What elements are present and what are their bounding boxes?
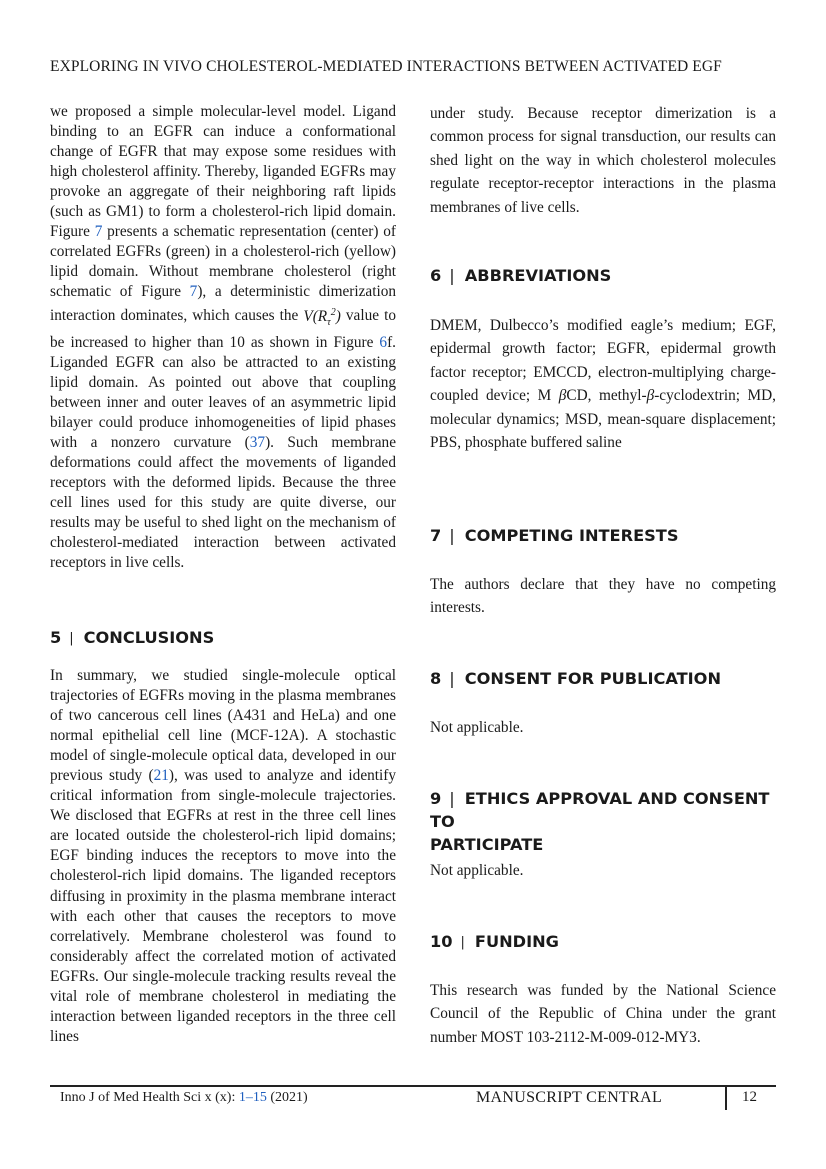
heading-separator: | bbox=[460, 935, 465, 950]
footer-citation bbox=[60, 1090, 308, 1106]
heading-separator: | bbox=[449, 789, 455, 808]
section-funding bbox=[430, 930, 776, 955]
section-number: 6 bbox=[430, 266, 442, 285]
text-run: value to be increased to higher than 10 as shown in Figure bbox=[50, 307, 396, 351]
section-number: 7 bbox=[430, 526, 442, 545]
footer-pages-link[interactable]: 1–15 bbox=[238, 1090, 267, 1105]
footer-rule bbox=[50, 1085, 776, 1087]
heading-separator: | bbox=[69, 631, 74, 646]
section-heading bbox=[430, 667, 776, 690]
text-run: DMEM, Dulbecco’s modified eagle’s medium; EGF, epidermal growth factor; EGFR, epidermal growth factor receptor; EMCCD, electron-multiplying charge-coupled device; M bbox=[430, 317, 776, 405]
section-competing-interests bbox=[430, 524, 776, 547]
paragraph-consent: Not applicable. bbox=[430, 719, 524, 736]
section-number: 8 bbox=[430, 669, 442, 688]
section-conclusions-body bbox=[50, 666, 396, 1047]
math-sub: τ bbox=[327, 316, 331, 328]
section-heading bbox=[50, 626, 396, 651]
paragraph-ethics: Not applicable. bbox=[430, 862, 524, 879]
section-title: ABBREVIATIONS bbox=[464, 266, 612, 285]
section-title: CONCLUSIONS bbox=[83, 628, 215, 647]
section-heading bbox=[430, 930, 776, 955]
running-head: EXPLORING IN VIVO CHOLESTEROL-MEDIATED INTERACTIONS BETWEEN ACTIVATED EGF bbox=[50, 58, 722, 75]
text-run: presents a schematic representation (center) of correlated EGFRs (green) in a cholesterol-rich (yellow) lipid domain. Without membrane cholesterol (right schematic of Figure bbox=[50, 223, 397, 301]
footer-center-label: MANUSCRIPT CENTRAL bbox=[476, 1089, 663, 1106]
section-abbreviations bbox=[430, 264, 776, 287]
section-title: PARTICIPATE bbox=[430, 835, 544, 854]
section-funding-body bbox=[430, 979, 776, 1049]
citation-link[interactable]: 21 bbox=[153, 767, 169, 785]
paragraph-funding: This research was funded by the National Science Council of the Republic of China under the grant number MOST 103-2112-M-009-012-MY3. bbox=[430, 982, 776, 1046]
section-consent-body bbox=[430, 716, 776, 739]
text-run: ), was used to analyze and identify critical information from single-molecule trajectories. We disclosed that EGFRs at rest in the three cell lines are located outside the cholesterol-rich lipid domains; EGF binding induces the receptors to move into the cholesterol-rich lipid domains. The liganded receptors diffusing in proximity in the plasma membrane interact with each other that causes the receptors to move correlatively. Membrane cholesterol was found to considerably affect the correlated motion of activated EGFRs. Our single-molecule tracking results reveal the vital role of membrane cholesterol in mediating the interaction between liganded receptors in the three cell lines bbox=[50, 767, 396, 1045]
page-number: 12 bbox=[742, 1089, 757, 1105]
section-heading bbox=[430, 264, 776, 287]
text-run: CD, methyl- bbox=[566, 387, 647, 405]
heading-separator: | bbox=[449, 526, 455, 545]
paragraph-model bbox=[50, 102, 396, 573]
section-title: FUNDING bbox=[474, 932, 559, 951]
footer-divider bbox=[725, 1086, 727, 1110]
math-part: ) bbox=[335, 307, 341, 325]
section-title: ETHICS APPROVAL AND CONSENT TO bbox=[430, 789, 770, 831]
section-abbreviations-body bbox=[430, 314, 776, 454]
section-competing-body bbox=[430, 573, 776, 620]
math-expression bbox=[303, 306, 341, 328]
paragraph-conclusions bbox=[50, 666, 396, 1047]
section-heading bbox=[430, 524, 776, 547]
math-part: V(R bbox=[303, 307, 328, 325]
figure-ref-link[interactable]: 7 bbox=[189, 283, 198, 301]
left-column bbox=[50, 102, 397, 1045]
math-symbol: β bbox=[558, 387, 567, 405]
section-title: COMPETING INTERESTS bbox=[464, 526, 679, 545]
section-ethics-body bbox=[430, 859, 776, 882]
text-run: f. Liganded EGFR can also be attracted to an existing lipid domain. As pointed out above that coupling between inner and outer leaves of an asymmetric lipid bilayer could produce inhomogeneities of lipid phases with a nonzero curvature ( bbox=[50, 333, 396, 451]
math-sup: 2 bbox=[330, 306, 336, 318]
text-run: -cyclodextrin; MD, molecular dynamics; MSD, mean-square displacement; PBS, phosphate buffered saline bbox=[430, 387, 776, 452]
section-conclusions bbox=[50, 626, 396, 651]
footer-year: (2021) bbox=[266, 1090, 308, 1105]
text-run: ), a deterministic dimerization interaction dominates, which causes the bbox=[50, 283, 396, 325]
paragraph-abbreviations bbox=[430, 314, 776, 454]
section-ethics bbox=[430, 787, 776, 856]
paragraph-continued: under study. Because receptor dimerization is a common process for signal transduction, our results can shed light on the way in which cholesterol molecules regulate receptor-receptor interactions in the plasma membranes of live cells. bbox=[430, 105, 776, 216]
text-run: we proposed a simple molecular-level model. Ligand binding to an EGFR can induce a conformational change of EGFR that may expose some residues with high cholesterol affinity. Thereby, liganded EGFRs may provoke an aggregate of their neighboring raft lipids (such as GM1) to form a cholesterol-rich lipid domain. Figure bbox=[50, 103, 396, 241]
heading-separator: | bbox=[449, 669, 455, 688]
paragraph-competing: The authors declare that they have no competing interests. bbox=[430, 576, 776, 617]
section-heading bbox=[430, 787, 776, 856]
math-symbol: β bbox=[646, 387, 655, 405]
section-number: 9 bbox=[430, 789, 442, 808]
citation-link[interactable]: 37 bbox=[249, 433, 266, 451]
section-number: 10 bbox=[430, 932, 453, 951]
section-title: CONSENT FOR PUBLICATION bbox=[464, 669, 721, 688]
figure-ref-link[interactable]: 6 bbox=[379, 333, 388, 351]
section-number: 5 bbox=[50, 628, 62, 647]
section-consent bbox=[430, 667, 776, 690]
heading-separator: | bbox=[449, 266, 455, 285]
text-run: ). Such membrane deformations could affect the movements of liganded receptors with the deformed lipids. Because the three cell lines used for this study are quite diverse, our results may be useful to shed light on the mechanism of cholesterol-mediated interaction between activated receptors in live cells. bbox=[50, 433, 396, 572]
text-run: In summary, we studied single-molecule optical trajectories of EGFRs moving in the plasma membranes of two cancerous cell lines (A431 and HeLa) and one normal epithelial cell line (MCF-12A). A stochastic model of single-molecule optical data, developed in our previous study ( bbox=[50, 667, 396, 785]
footer-journal: Inno J of Med Health Sci x (x): bbox=[60, 1090, 239, 1105]
figure-ref-link[interactable]: 7 bbox=[94, 223, 103, 241]
